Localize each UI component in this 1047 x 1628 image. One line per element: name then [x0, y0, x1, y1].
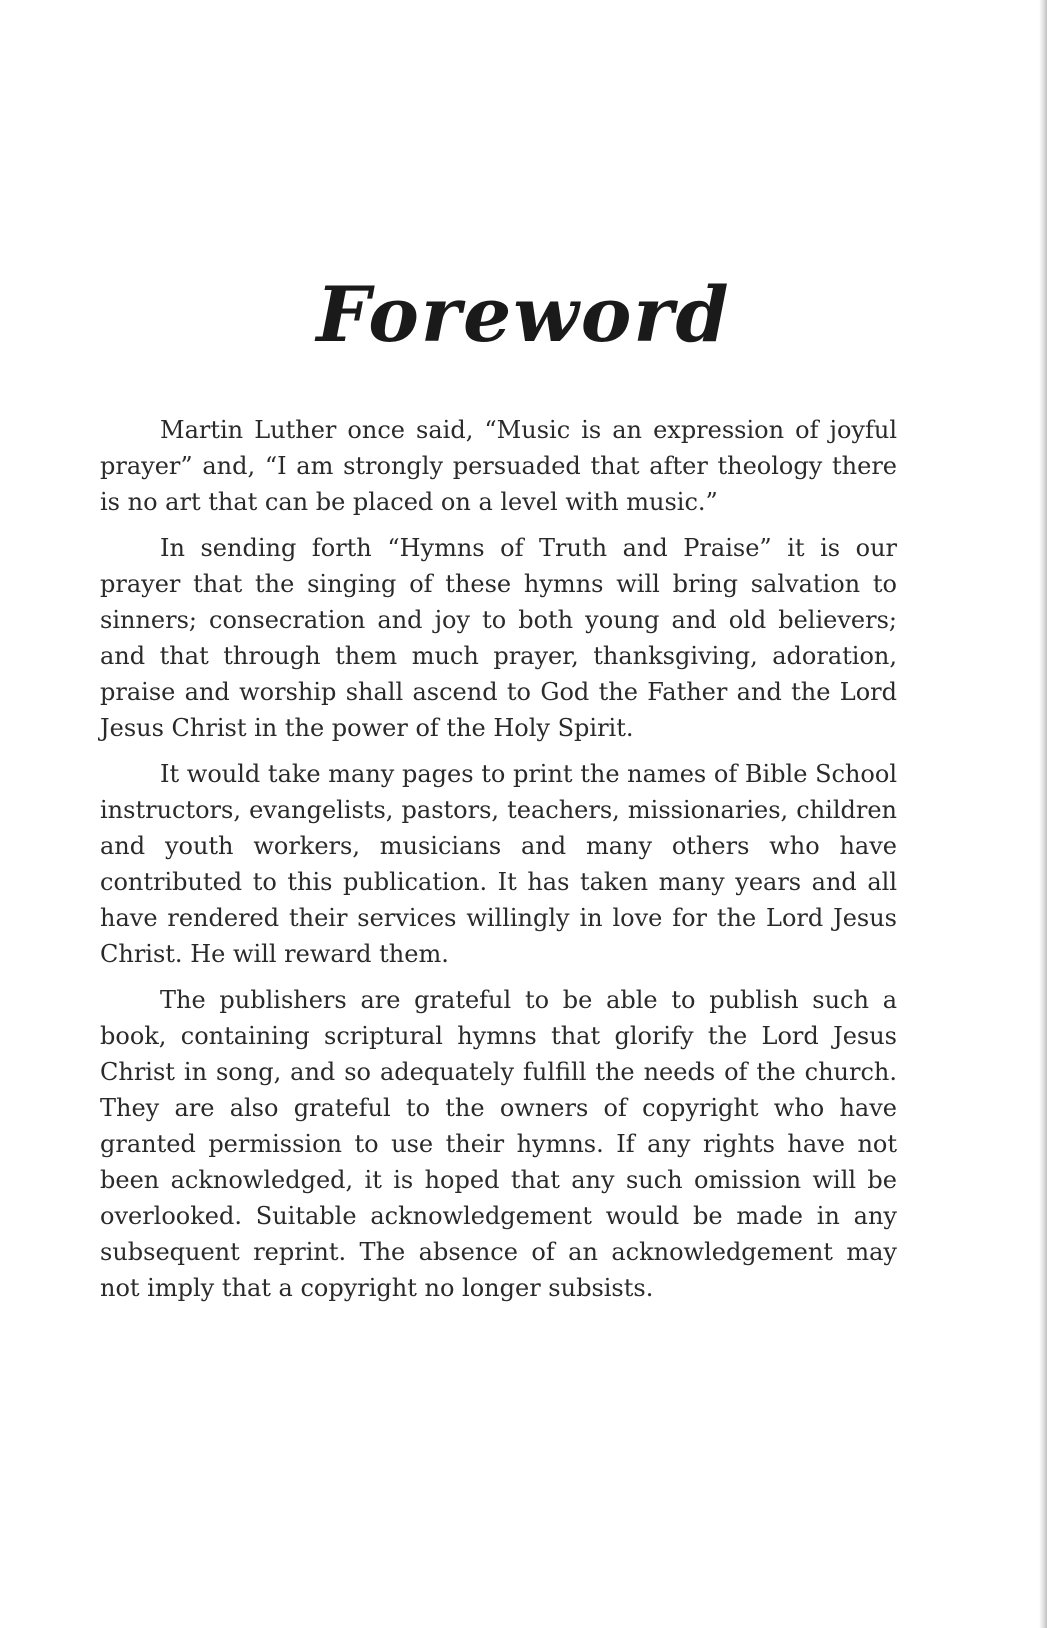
paragraph-luther-quote: Martin Luther once said, “Music is an expression of joyful prayer” and, “I am strongly persuaded that after theology there is no art that can be placed on a level with music.”	[100, 416, 897, 516]
paragraph-purpose: In sending forth “Hymns of Truth and Praise” it is our prayer that the singing of these hymns will bring salvation to sinners; consecration and joy to both young and old believers; and that through them much prayer, thanksgiving, adoration, praise and worship shall ascend to God the Father and the Lord Jesus Christ in the power of the Holy Spirit.	[100, 534, 897, 742]
page-edge	[1039, 0, 1047, 1628]
foreword-body	[100, 412, 897, 1316]
page-title: Foreword	[316, 270, 731, 359]
paragraph-acknowledgements: The publishers are grateful to be able to publish such a book, containing scriptural hymns that glorify the Lord Jesus Christ in song, and so adequately fulfill the needs of the church. They are also grateful to the owners of copyright who have granted permission to use their hymns. If any rights have not been acknowledged, it is hoped that any such omission will be overlooked. Suitable acknowledgement would be made in any subsequent reprint. The absence of an acknowledgement may not imply that a copyright no longer subsists.	[100, 986, 897, 1302]
paragraph-contributors: It would take many pages to print the names of Bible School instructors, evangelists, pastors, teachers, missionaries, children and youth workers, musicians and many others who have contributed to this publication. It has taken many years and all have rendered their services willingly in love for the Lord Jesus Christ. He will reward them.	[100, 760, 897, 968]
